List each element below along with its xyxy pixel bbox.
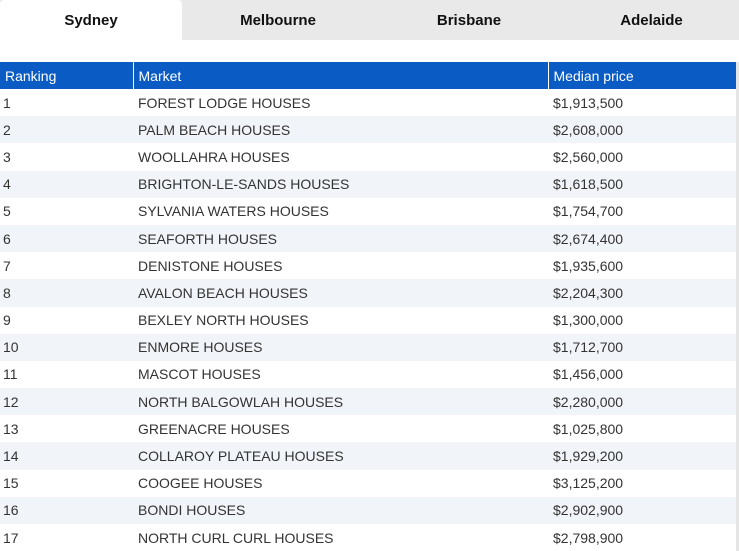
rank-cell: 16 [0,497,133,524]
rank-cell: 5 [0,198,133,225]
market-cell: BRIGHTON-LE-SANDS HOUSES [133,171,548,198]
price-cell: $3,125,200 [548,470,739,497]
market-cell: WOOLLAHRA HOUSES [133,143,548,170]
market-cell: NORTH BALGOWLAH HOUSES [133,388,548,415]
price-cell: $2,608,000 [548,116,739,143]
table-row [0,116,739,143]
market-cell: MASCOT HOUSES [133,361,548,388]
rank-cell: 14 [0,442,133,469]
price-cell: $1,754,700 [548,198,739,225]
price-cell: $1,929,200 [548,442,739,469]
rank-cell: 13 [0,415,133,442]
rank-cell: 4 [0,171,133,198]
table-row [0,171,739,198]
price-cell: $2,798,900 [548,524,739,551]
column-header-market[interactable]: Market [133,62,548,89]
rank-cell: 17 [0,524,133,551]
price-cell: $1,935,600 [548,252,739,279]
table-row [0,89,739,116]
rank-cell: 11 [0,361,133,388]
rank-cell: 1 [0,89,133,116]
market-cell: AVALON BEACH HOUSES [133,279,548,306]
market-cell: BEXLEY NORTH HOUSES [133,307,548,334]
table-row [0,334,739,361]
rank-cell: 9 [0,307,133,334]
market-cell: PALM BEACH HOUSES [133,116,548,143]
rank-cell: 15 [0,470,133,497]
tab-sydney[interactable]: Sydney [0,0,182,40]
median-price-table-container[interactable] [0,62,739,551]
tab-adelaide[interactable]: Adelaide [620,11,683,29]
rank-cell: 12 [0,388,133,415]
market-cell: NORTH CURL CURL HOUSES [133,524,548,551]
price-cell: $1,300,000 [548,307,739,334]
price-cell: $1,913,500 [548,89,739,116]
column-header-median-price[interactable]: Median price [548,62,739,89]
rank-cell: 10 [0,334,133,361]
market-cell: COOGEE HOUSES [133,470,548,497]
table-row [0,143,739,170]
rank-cell: 3 [0,143,133,170]
market-cell: GREENACRE HOUSES [133,415,548,442]
city-tabs [0,0,739,40]
table-row [0,279,739,306]
table-row [0,198,739,225]
market-cell: FOREST LODGE HOUSES [133,89,548,116]
table-row [0,497,739,524]
price-cell: $1,712,700 [548,334,739,361]
price-cell: $2,902,900 [548,497,739,524]
table-header-row [0,62,739,89]
table-row [0,442,739,469]
price-cell: $2,560,000 [548,143,739,170]
rank-cell: 6 [0,225,133,252]
tab-melbourne[interactable]: Melbourne [240,11,316,29]
market-cell: SYLVANIA WATERS HOUSES [133,198,548,225]
price-cell: $2,674,400 [548,225,739,252]
price-cell: $1,025,800 [548,415,739,442]
price-cell: $1,618,500 [548,171,739,198]
price-cell: $2,280,000 [548,388,739,415]
market-cell: BONDI HOUSES [133,497,548,524]
market-cell: ENMORE HOUSES [133,334,548,361]
market-cell: SEAFORTH HOUSES [133,225,548,252]
rank-cell: 8 [0,279,133,306]
price-cell: $1,456,000 [548,361,739,388]
market-cell: COLLAROY PLATEAU HOUSES [133,442,548,469]
market-cell: DENISTONE HOUSES [133,252,548,279]
tab-brisbane[interactable]: Brisbane [436,11,502,29]
column-header-ranking[interactable]: Ranking [0,62,133,89]
median-price-table [0,62,739,551]
rank-cell: 2 [0,116,133,143]
table-row [0,415,739,442]
table-row [0,470,739,497]
price-cell: $2,204,300 [548,279,739,306]
table-row [0,225,739,252]
table-row [0,307,739,334]
rank-cell: 7 [0,252,133,279]
table-row [0,361,739,388]
table-row [0,252,739,279]
table-row [0,524,739,551]
table-row [0,388,739,415]
